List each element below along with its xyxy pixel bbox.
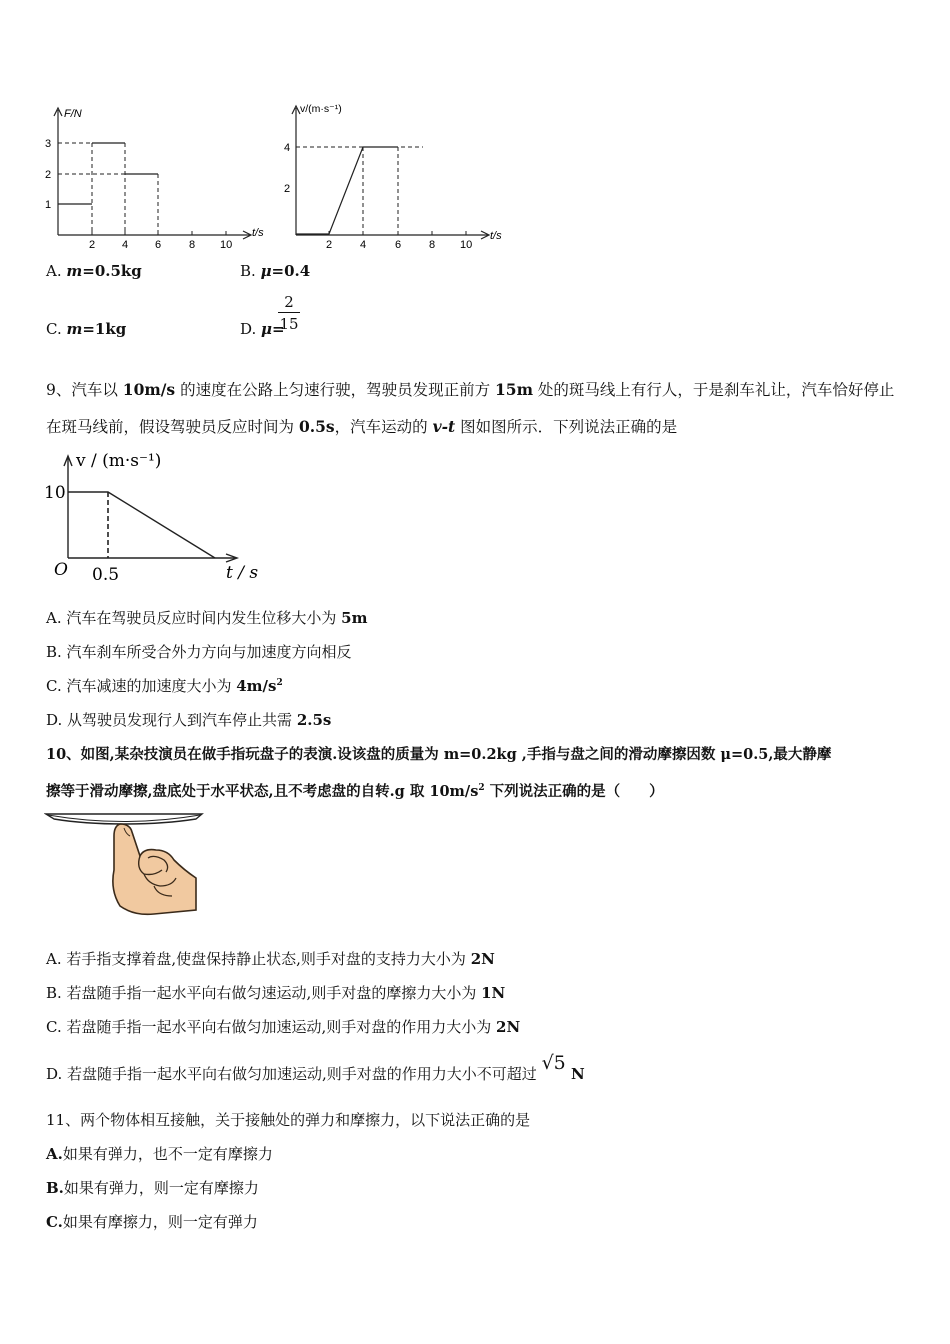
v-y-tick: 4 (284, 142, 291, 154)
q10-option-b: B. 若盘随手指一起水平向右做匀速运动,则手对盘的摩擦力大小为 1N (46, 984, 506, 1002)
force-time-graph (40, 100, 280, 250)
q11-stem: 11、两个物体相互接触，关于接触处的弹力和摩擦力，以下说法正确的是 (46, 1111, 531, 1129)
f-y-tick: 3 (45, 138, 52, 150)
q10-stem-line1: 10、如图,某杂技演员在做手指玩盘子的表演.设该盘的质量为 m=0.2kg ,手指与盘之间的滑动摩擦因数 μ=0.5,最大静摩 (46, 746, 832, 763)
v-x-tick: 4 (360, 239, 367, 250)
v-x-tick: 2 (326, 239, 333, 250)
q8-option-b: B. μ=0.4 (240, 262, 311, 280)
v-y-tick: 2 (284, 183, 291, 195)
v-t-axis-label: t/s (490, 230, 502, 242)
f-x-tick: 2 (89, 239, 96, 250)
q10-option-d: D. 若盘随手指一起水平向右做匀加速运动,则手对盘的作用力大小不可超过 √5 N (46, 1052, 585, 1083)
q9-y-tick: 10 (44, 483, 66, 503)
q9-v-axis-label: v / (m·s⁻¹) (76, 451, 162, 471)
q10-option-c: C. 若盘随手指一起水平向右做匀加速运动,则手对盘的作用力大小为 2N (46, 1018, 521, 1036)
q11-option-c: C.如果有摩擦力，则一定有弹力 (46, 1213, 258, 1231)
q8-option-c: C. m=1kg (46, 320, 127, 338)
q10-option-a: A. 若手指支撑着盘,使盘保持静止状态,则手对盘的支持力大小为 2N (46, 950, 495, 968)
sqrt5: √5 (541, 1052, 566, 1074)
q9-option-c: C. 汽车减速的加速度大小为 $4m/s^2$ (46, 677, 283, 695)
f-t-axis-label: t/s (252, 227, 264, 239)
q9-t-axis-label: t / s (226, 563, 259, 583)
f-x-tick: 10 (220, 239, 233, 250)
f-x-tick: 8 (189, 239, 196, 250)
f-x-tick: 6 (155, 239, 162, 250)
v-axis-label: v/(m·s⁻¹) (300, 103, 342, 115)
q11-option-a: A.如果有弹力，也不一定有摩擦力 (46, 1145, 273, 1163)
q9-option-b: B. 汽车刹车所受合外力方向与加速度方向相反 (46, 643, 352, 661)
q9-option-a: A. 汽车在驾驶员反应时间内发生位移大小为 5m (46, 609, 368, 627)
q9-stem-line2: 在斑马线前，假设驾驶员反应时间为 0.5s，汽车运动的 v-t 图如图所示．下列说法正确的是 (46, 417, 678, 436)
q9-x-tick: 0.5 (92, 565, 120, 585)
v-x-tick: 10 (460, 239, 473, 250)
v-x-tick: 6 (395, 239, 402, 250)
f-y-tick: 1 (45, 199, 52, 211)
f-y-tick: 2 (45, 169, 52, 181)
f-axis-label: F/N (64, 108, 82, 120)
velocity-time-graph (278, 100, 518, 250)
q11-option-b: B.如果有弹力，则一定有摩擦力 (46, 1179, 259, 1197)
q8-option-d: D. μ= (240, 320, 285, 338)
q8-fraction: $\frac{2}{15}$ (279, 293, 299, 333)
plate-on-finger-illustration (44, 810, 209, 920)
q8-option-a: A. m=0.5kg (46, 262, 142, 280)
v-x-tick: 8 (429, 239, 436, 250)
q9-origin: O (54, 560, 68, 580)
q9-option-d: D. 从驾驶员发现行人到汽车停止共需 2.5s (46, 711, 332, 729)
f-x-tick: 4 (122, 239, 129, 250)
q9-vt-graph (40, 446, 270, 588)
q10-stem-line2: 擦等于滑动摩擦,盘底处于水平状态,且不考虑盘的自转.g 取 $10m/s^2$ 下列说法正确的是（ ） (46, 783, 664, 800)
q9-stem-line1: 9、汽车以 10m/s 的速度在公路上匀速行驶，驾驶员发现正前方 15m 处的斑马线上有行人，于是刹车礼让，汽车恰好停止 (46, 380, 895, 399)
